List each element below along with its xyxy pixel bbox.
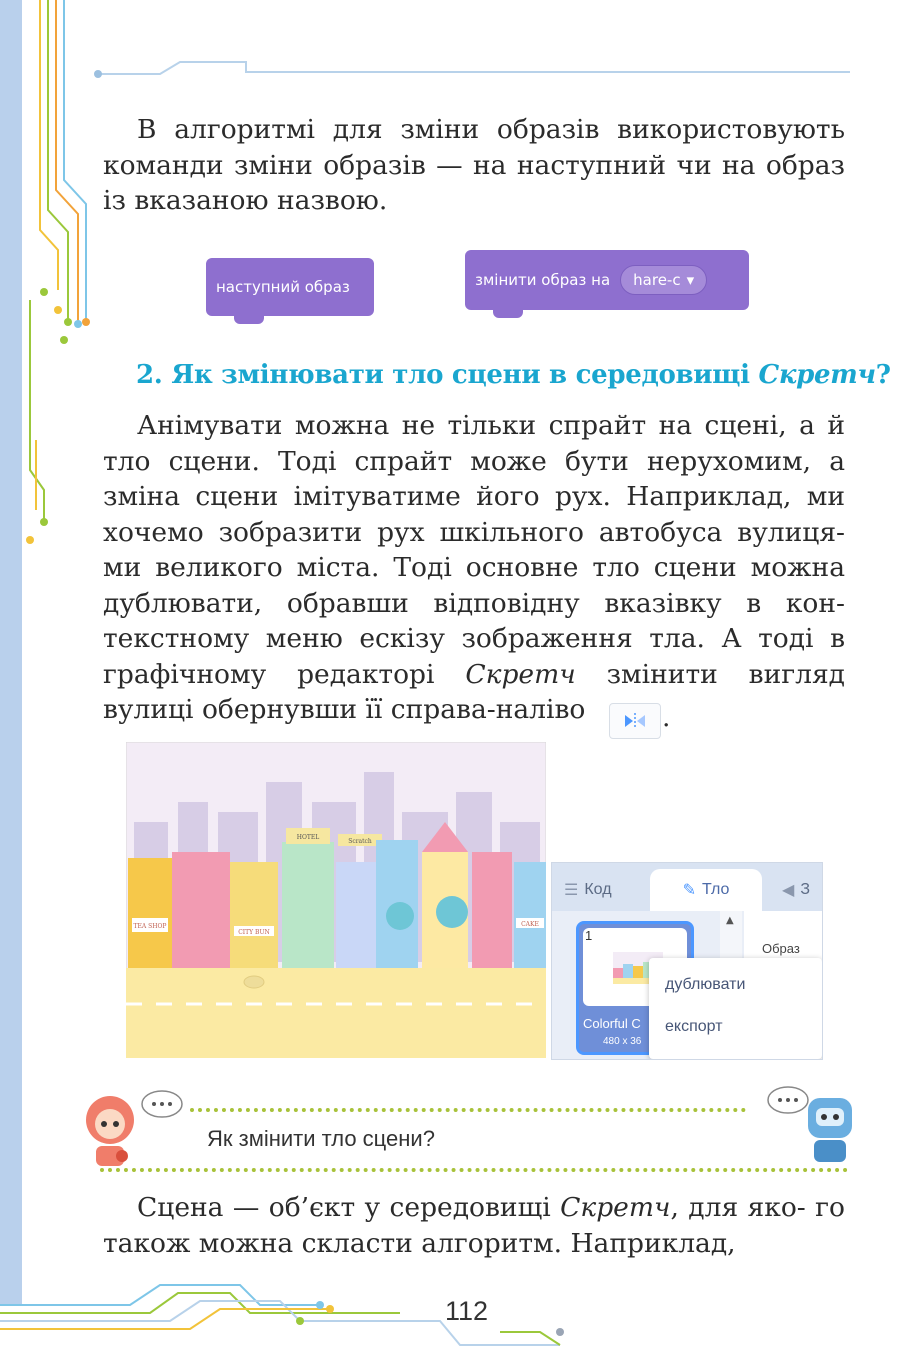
text-line: го також можна скласти алгоритм. Наприклад, (103, 1192, 845, 1259)
context-menu (649, 958, 822, 1059)
paragraph-costume-commands (103, 112, 845, 219)
tab-backdrop-label: Тло (701, 881, 730, 898)
menu-item-duplicate[interactable]: дублювати (665, 976, 746, 993)
sign-scratch: Scratch (348, 838, 372, 845)
menu-item-export[interactable]: експорт (665, 1018, 723, 1035)
dotted-line-top (190, 1108, 746, 1112)
text-line: ми великого міста. Тоді основне тло сцени можна (103, 552, 845, 583)
text-line: дублювати, обравши відповідну вказівку в кон- (103, 587, 845, 619)
text-line: зміна сцени імітуватиме його рух. Наприклад, ми (103, 481, 845, 512)
block-label: змінити образ на (475, 271, 611, 289)
thumbnail-number: 1 (585, 928, 593, 943)
switch-costume-block (465, 250, 749, 310)
dropdown-value: hare-c (633, 271, 681, 289)
costume-dropdown (620, 265, 707, 295)
dialog-question: Як змінити тло сцени? (207, 1126, 435, 1151)
next-costume-block (206, 258, 374, 316)
thumbnail-size: 480 x 36 (603, 1036, 642, 1047)
girl-robot-character (66, 1080, 186, 1170)
section-title: Як змінювати тло сцени в середовищі (171, 360, 759, 390)
section-heading (136, 360, 891, 390)
sign-hotel: HOTEL (296, 834, 320, 841)
city-backdrop-image (126, 742, 546, 1058)
section-number: 2. (136, 360, 163, 390)
flip-horizontal-icon (609, 703, 661, 739)
text-line: хочемо зобразити рух шкільного автобуса вулиця- (103, 516, 845, 548)
paragraph-backdrop-animation (103, 408, 845, 728)
scroll-up-icon: ▲ (726, 915, 734, 926)
paragraph-stage-object (103, 1190, 845, 1261)
text-line: й тло сцени. Тоді спрайт може бути нерухомим, а (103, 410, 845, 477)
section-title-end: ? (875, 360, 891, 390)
costume-label: Образ (762, 941, 800, 956)
block-label: наступний образ (216, 278, 350, 296)
thumbnail-name: Colorful C (583, 1016, 641, 1031)
tab-backdrop[interactable] (650, 869, 762, 911)
text-line: В алгоритмі для зміни образів використовують (137, 114, 845, 145)
scratch-backdrop-panel (551, 862, 823, 1060)
code-icon: ☰ (564, 882, 579, 899)
page-number: 112 (445, 1296, 489, 1326)
tab-sounds-label: З (800, 881, 810, 898)
blue-robot-character (762, 1078, 872, 1168)
sentence-period: . (662, 702, 671, 733)
text-line: в графічному редакторі (103, 623, 845, 690)
text-line: команди зміни образів — на наступний чи на образ (103, 149, 845, 181)
block-notch (234, 316, 264, 324)
italic-word: Скретч (465, 658, 576, 690)
tab-code[interactable] (564, 869, 648, 911)
triangle-down-icon: ▾ (686, 271, 695, 289)
section-title-italic: Скретч (758, 360, 876, 390)
tab-sounds[interactable] (782, 869, 822, 911)
text-line: текстному меню ескізу зображення тла. А тоді (103, 623, 814, 654)
text-line: змінити вигляд (575, 658, 845, 690)
dotted-line-bottom (100, 1168, 848, 1172)
text-line: із вказаною назвою. (103, 185, 388, 216)
tab-bar (552, 863, 822, 911)
text-line: , для яко- (670, 1192, 806, 1223)
paintbrush-icon: ✎ (682, 882, 696, 899)
text-line: Сцена — об’єкт у середовищі (137, 1192, 561, 1223)
sign-tea-shop: TEA SHOP (133, 923, 167, 930)
italic-word: Скретч (560, 1192, 671, 1223)
speaker-icon: ◀ (782, 882, 795, 899)
text-line: вулиці обернувши її справа-наліво (103, 694, 586, 725)
tab-code-label: Код (584, 881, 612, 898)
sign-city-bun: CITY BUN (238, 929, 270, 936)
block-notch (493, 310, 523, 318)
text-line: Анімувати можна не тільки спрайт на сцені, а (137, 410, 815, 441)
sign-cake: CAKE (521, 921, 539, 928)
